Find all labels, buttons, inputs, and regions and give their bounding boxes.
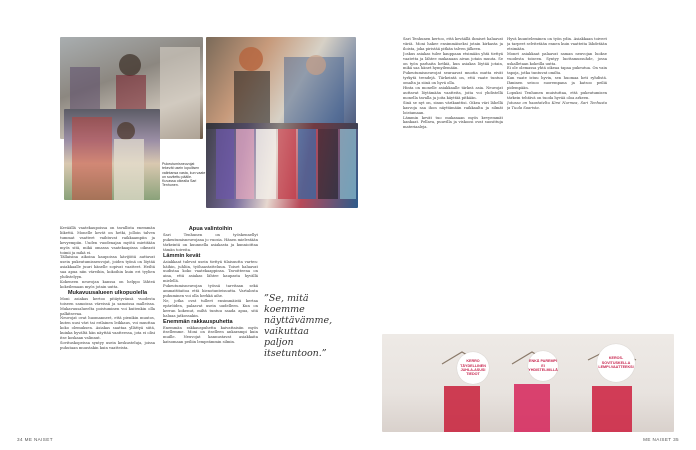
paragraph: Hyvä kuunteleminen on työn ydin. Asiakkaan toiveet ja tarpeet selvitetään ennen kuin vaatteita lähdetään etsimään. [507,37,607,51]
photo-caption: Pukeutumisneuvojat tekevät usein lopullisen valintansa vasta, kun vaate on sovitettu päälle. Kuvassa oikealla Sari Tenhunen. [162,162,206,188]
hanger-tag-1-text: KERRO TÄYDELLINEN JUHLA-ASUSI TIEDOT [460,359,486,377]
paragraph: Sari Tenhunen on työskennellyt pukeutumisneuvojana jo vuosia. Hänen mielestään tärkeintä on kuunnella asiakasta ja kunnioittaa tämän toiveita. [163,233,258,252]
subheading-enemman: Enemmän rakkauspuhetta [163,318,233,325]
paragraph: Pukeutumisneuvojat seuraavat muotia mutta eivät tyrkytä trendejä. Tärkeintä on, että vaate tuntuu omalta ja siinä on hyvä olla. [403,71,503,86]
hanger-tag-2-text: ENKÄ PAREMPI EI YHDISTELMILLÄ [528,359,558,373]
hanger-tag-3 [597,344,635,382]
hangers-with-tags-photo [382,334,674,432]
article-column-2 [163,226,258,426]
paragraph: Sovituskopeissa syntyy usein keskusteluja, joissa puhutaan muustakin kuin vaatteista. [60,340,155,350]
hangers-with-tags-photo-illustration [382,334,674,432]
paragraph: Tällaisina aikoina kaupoissa kävijöitä auttavat usein pukeutumisneuvojat, joiden työnä on löytää asiakkaalle juuri hänelle sopivat vaatteet. Heiltä saa apua niin väreihin, kokoihin kuin eri tyylien yhdistelyyn. [60,255,155,280]
hanger-tag-2 [528,351,558,381]
article-column-3 [403,37,503,297]
article-column-4 [507,37,607,297]
paragraph: Ei ole olemassa yhtä oikeaa tapaa pukeutua. On vain tapoja, jotka tuntuvat omilta. [507,66,607,76]
page-number-left: 34 ME NAISET [17,437,53,442]
paragraph: Hinta on monelle asiakkaalle tärkeä asia. Neuvojat auttavat löytämään vaatteita, joita voi yhdistellä monella tavalla ja joita käyttää pitkään. [403,86,503,100]
paragraph: Kokeneen neuvojan kanssa on helppo lähteä kokeilemaan myös jotain uutta. [60,279,155,289]
paragraph: Sinä se nyt on, sinun värikanttisi. Oikea väri lähellä kasvoja saa ihon näyttämään raikkaalta ja silmät loistamaan. [403,100,503,115]
paragraph: Moni asiakas kertoo pitäytyvänsä vuodesta toiseen samoissa väreissä ja samoissa malleissa. Mukavuusalueelta poistuminen voi kuitenkin olla palkitsevaa. [60,296,155,316]
subheading-mukavuusalue: Mukavuusalueen ulkopuolella [67,289,148,296]
credit-line: Jutussa on haastateltu Kirsi Nurmea, Sari Tenhusta ja Tuula Saarista. [507,100,607,110]
clothing-rack-photo [206,123,358,208]
paragraph: Sari Tenhunen kertoo, että keväällä ihmiset haluavat väriä. Moni hakee ensimmäiseksi jotain kirkasta ja iloista, joka piristää pitkän talven jälkeen. [403,37,503,51]
paragraph: Monet asiakkaat palaavat saman neuvojan luokse vuodesta toiseen. Syntyy luottamussuhde, jossa uskalletaan kokeilla uutta. [507,51,607,66]
paragraph: Pukeutumisneuvojan työssä tarvitaan sekä ammattitaitoa että hienotunteisuutta. Vartalosta puhuminen voi olla herkkä aihe. [163,284,258,298]
page-number-right: ME NAISET 35 [643,437,679,442]
pull-quote: ”Se, mitä koemme näyttävämme, vaikuttaa paljon itsetuntoon.” [264,293,333,359]
article-column-1 [60,226,155,426]
paragraph: Joskus asiakas tulee kauppaan etsimään yhtä tiettyä vaatetta ja lähtee mukanaan aivan jotain muuta. Se on työn parhaita hetkiä, kun asiakas löytää jotain, mikä saa hänet hymyilemään. [403,51,503,71]
paragraph: Keväällä vaatekaupoissa on tavallista enemmän liikettä. Monelle kevät on hetki, jolloin talven tummat vaatteet vaihtuvat raikkaampiin ja kevyempiin. Uuden vuodenajan myötä mietitään myös sitä, mikä omassa vaatekaapissa oikeasti toimii ja mikä ei. [60,226,155,255]
paragraph: Lopuksi Tenhunen muistuttaa, että pukeutumisen tärkein tehtävä on tuoda hyvää oloa arkeen. [507,90,607,100]
mirror-photo-bottom-left [64,109,160,200]
paragraph: Neuvojat ovat huomanneet, että pienikin muutos, kuten uusi väri tai erilainen leikkaus, voi muuttaa koko olemuksen. Asiakas saattaa yllättyä siitä, kuinka hyvältä hän näyttää vaatteessa, jota ei olisi itse koskaan valinnut. [60,316,155,341]
paragraph: Ne, jotka ovat tulleet ensimmäistä kertaa epäröiden, palaavat usein uudelleen. Kun on kerran kokenut, miltä tuntuu saada apua, sitä haluaa jatkossakin. [163,298,258,318]
clothing-rack-photo-illustration [206,123,358,208]
paragraph: Lämmin kevät tuo mukanaan myös kevyemmät kankaat. Pellava, puuvilla ja viskoosi ovat suosittuja materiaaleja. [403,115,503,130]
subheading-lammin: Lämmin kevät [163,252,201,259]
paragraph: Asiakkaat tulevat usein tiettyä tilaisuutta varten: häihin, juhliin, työhaastatteluun. Toiset haluavat uudistaa koko vaatekaappinsa. Tavoitteena on aina, että asiakas lähtee kaupasta hyvällä mielellä. [163,259,258,284]
paragraph: Enemmän rakkauspuhetta kaivattaisiin myös itsellemme. Moni on itselleen ankarampi kuin muille. Neuvojat kannustavat asiakkaita katsomaan peiliin lempeämmin silmin. [163,325,258,345]
hanger-tag-3-text: KEROS-SOVITUSKELLA LEMPI-VAATTEEKSI [598,356,634,370]
paragraph: Kun vaate istuu hyvin, sen huomaa heti ryhdistä. Ihminen seisoo suorempana ja katsoo peiliä pidempään. [507,76,607,91]
hanger-tag-1 [457,352,489,384]
subheading-apua: Apua valintoihin [188,226,233,232]
mirror-photo-bottom-left-illustration [64,109,160,200]
